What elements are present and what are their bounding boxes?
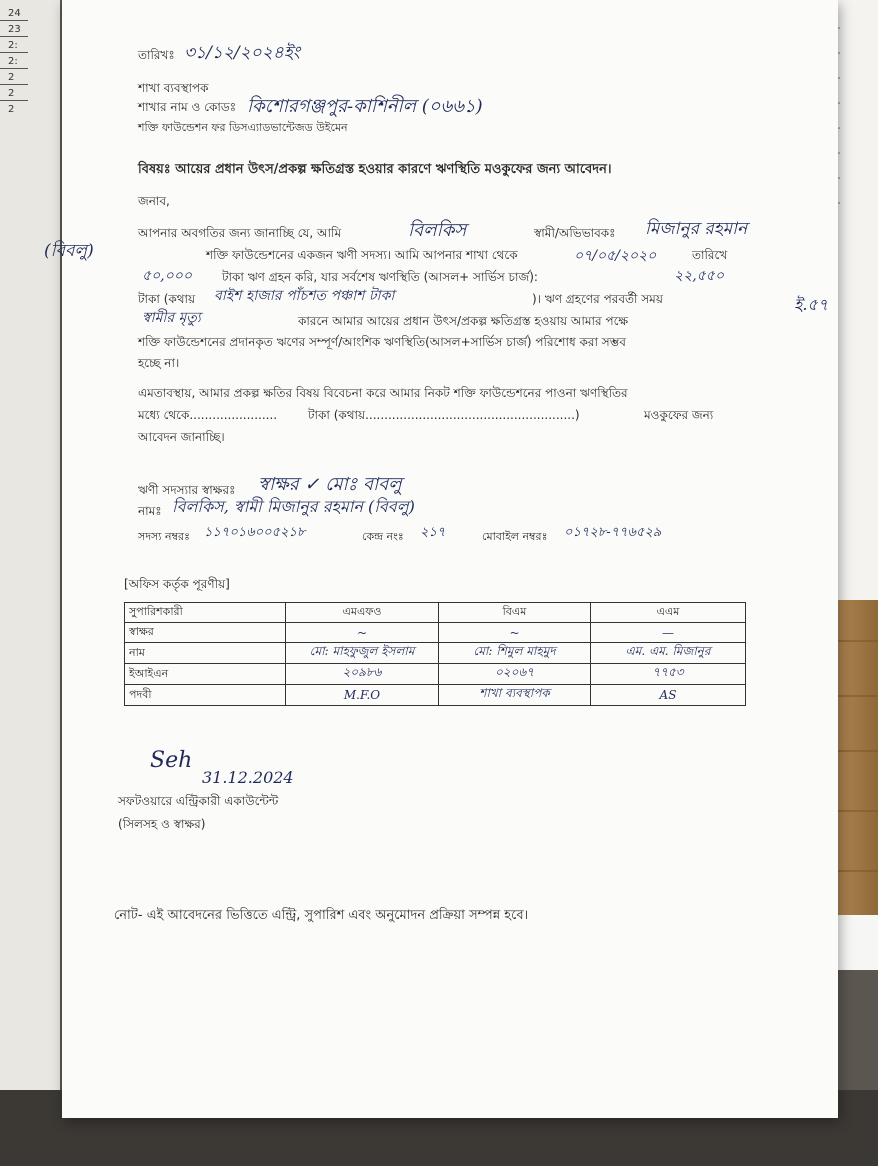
table-cell: AS bbox=[659, 688, 677, 702]
accountant-label: সফটওয়ারে এন্ট্রিকারী একাউন্টেন্ট bbox=[118, 794, 279, 808]
margin-name-note: (বিবলু) bbox=[44, 241, 94, 261]
ledger-number: 24 bbox=[8, 8, 21, 19]
member-number-label: সদস্য নম্বরঃ bbox=[138, 530, 190, 543]
row-label: নাম bbox=[125, 643, 286, 664]
table-row bbox=[125, 623, 746, 643]
paragraph-line: আপনার অবগতির জন্য জানাচ্ছি যে, আমি bbox=[138, 226, 342, 240]
member-number-value: ১১৭০১৬০০৫২১৮ bbox=[204, 525, 306, 540]
table-header: সুপারিশকারী bbox=[125, 603, 286, 623]
member-name-label: নামঃ bbox=[138, 504, 162, 518]
paragraph-line: টাকা ঋণ গ্রহন করি, যার সর্বশেষ ঋণস্থিতি (আসল+ সার্ভিস চার্জ): bbox=[222, 270, 538, 284]
amount-in-words: বাইশ হাজার পাঁচশত পঞ্চাশ টাকা bbox=[214, 288, 395, 304]
member-name-value: বিলকিস, স্বামী মিজানুর রহমান (বিবলু) bbox=[172, 497, 415, 516]
center-number-label: কেন্দ্র নংঃ bbox=[362, 530, 404, 543]
paragraph-line: টাকা (কথায় bbox=[138, 292, 196, 306]
paragraph-line: টাকা (কথায়.......................................................) bbox=[308, 408, 580, 422]
table-cell: M.F.O bbox=[343, 688, 381, 702]
member-signature-label: ঋণী সদস্যার স্বাক্ষরঃ bbox=[138, 483, 236, 497]
table-cell: এম. এম. মিজানুর bbox=[625, 644, 711, 658]
branch-value: কিশোরগঞ্জপুর-কাশিনীল (০৬৬১) bbox=[247, 96, 483, 117]
paragraph-line: মধ্যে থেকে....................... bbox=[138, 408, 278, 422]
table-cell: ৭৭৫৩ bbox=[652, 665, 684, 679]
paragraph-line: )। ঋণ গ্রহণের পরবর্তী সময় bbox=[532, 292, 663, 306]
paragraph-line: হচ্ছে না। bbox=[138, 356, 180, 370]
mobile-value: ০১৭২৮-৭৭৬৫২৯ bbox=[564, 525, 662, 540]
member-signature: স্বাক্ষর ✓ মোঃ বাবলু bbox=[258, 474, 402, 495]
paragraph-line: স্বামী/অভিভাবকঃ bbox=[534, 226, 616, 240]
date-label: তারিখঃ bbox=[138, 48, 175, 62]
ledger-number: 2: bbox=[8, 40, 18, 51]
ledger-number: 23 bbox=[8, 24, 21, 35]
signature-cell: ~ bbox=[509, 625, 520, 640]
table-cell: মো: শিমুল মাহমুদ bbox=[473, 644, 556, 658]
paragraph-line: এমতাবস্থায়, আমার প্রকল্প ক্ষতির বিষয় বিবেচনা করে আমার নিকট শক্তি ফাউন্ডেশনের পাওনা ঋণস্থিতির bbox=[138, 386, 628, 400]
loan-amount: ৫০,০০০ bbox=[142, 268, 192, 284]
table-header: এমএফও bbox=[286, 603, 439, 623]
damage-reason: স্বামীর মৃত্যু bbox=[142, 310, 201, 326]
ledger-number: 2 bbox=[8, 104, 15, 115]
accountant-signature: Seh bbox=[150, 748, 193, 773]
ledger-number: 2: bbox=[8, 56, 18, 67]
addressee-line: শাখা ব্যবস্থাপক bbox=[138, 81, 209, 95]
table-cell: মো: মাহফুজুল ইসলাম bbox=[309, 644, 415, 658]
office-approval-table bbox=[124, 602, 746, 706]
margin-mark: ই.৫৭ bbox=[794, 295, 829, 314]
table-row bbox=[125, 664, 746, 685]
table-cell: শাখা ব্যবস্থাপক bbox=[479, 686, 550, 700]
ledger-number: 2 bbox=[8, 88, 15, 99]
row-label: পদবী bbox=[125, 685, 286, 706]
center-number-value: ২১৭ bbox=[420, 525, 446, 540]
table-header: বিএম bbox=[439, 603, 591, 623]
accountant-seal-label: (সিলসহ ও স্বাক্ষর) bbox=[118, 817, 206, 831]
paragraph-line: শক্তি ফাউন্ডেশনের একজন ঋণী সদস্য। আমি আপনার শাখা থেকে bbox=[206, 248, 518, 262]
table-header: এএম bbox=[591, 603, 746, 623]
organization-line: শক্তি ফাউন্ডেশন ফর ডিসএ্যাডভান্টেজড উইমেন bbox=[138, 121, 348, 134]
table-row bbox=[125, 643, 746, 664]
footer-note: নোট- এই আবেদনের ভিত্তিতে এন্ট্রি, সুপারিশ এবং অনুমোদন প্রক্রিয়া সম্পন্ন হবে। bbox=[114, 908, 529, 923]
row-label: ইআইএন bbox=[125, 664, 286, 685]
ledger-number: 2 bbox=[8, 72, 15, 83]
salutation: জনাব, bbox=[138, 194, 170, 208]
background-ledger bbox=[0, 0, 60, 1166]
application-letter bbox=[44, 0, 838, 1118]
accountant-date: 31.12.2024 bbox=[202, 768, 294, 787]
paragraph-line: শক্তি ফাউন্ডেশনের প্রদানকৃত ঋণের সম্পূর্ণ/আংশিক ঋণস্থিতি(আসল+সার্ভিস চার্জ) পরিশোধ করা সম্ভব bbox=[138, 335, 626, 349]
guardian-name: মিজানুর রহমান bbox=[645, 219, 748, 239]
table-header-row bbox=[125, 603, 746, 623]
loan-balance: ২২,৫৫০ bbox=[674, 268, 724, 284]
paragraph-line: কারনে আমার আয়ের প্রধান উৎস/প্রকল্প ক্ষতিগ্রস্ত হওয়ায় আমার পক্ষে bbox=[298, 314, 629, 328]
row-label: স্বাক্ষর bbox=[125, 623, 286, 643]
signature-cell: ~ bbox=[356, 625, 368, 640]
paragraph-line: আবেদন জানাচ্ছি। bbox=[138, 430, 225, 444]
branch-label: শাখার নাম ও কোডঃ bbox=[138, 100, 237, 114]
mobile-label: মোবাইল নম্বরঃ bbox=[482, 530, 548, 543]
loan-date: ০৭/০৫/২০২০ bbox=[574, 248, 657, 264]
paragraph-line: তারিখে bbox=[692, 248, 728, 262]
date-value: ৩১/১২/২০২৪ইং bbox=[184, 43, 300, 63]
subject-line: বিষয়ঃ আয়ের প্রধান উৎস/প্রকল্প ক্ষতিগ্রস্ত হওয়ার কারণে ঋণস্থিতি মওকুফের জন্য আবেদন। bbox=[138, 162, 612, 177]
table-cell: ০২০৬৭ bbox=[494, 665, 534, 679]
office-section-heading: [অফিস কর্তৃক পূরণীয়] bbox=[124, 577, 230, 591]
applicant-name: বিলকিস bbox=[408, 220, 467, 241]
paragraph-line: মওকুফের জন্য bbox=[644, 408, 714, 422]
signature-cell: — bbox=[662, 625, 674, 640]
table-row bbox=[125, 685, 746, 706]
table-cell: ২০৯৮৬ bbox=[342, 665, 382, 679]
